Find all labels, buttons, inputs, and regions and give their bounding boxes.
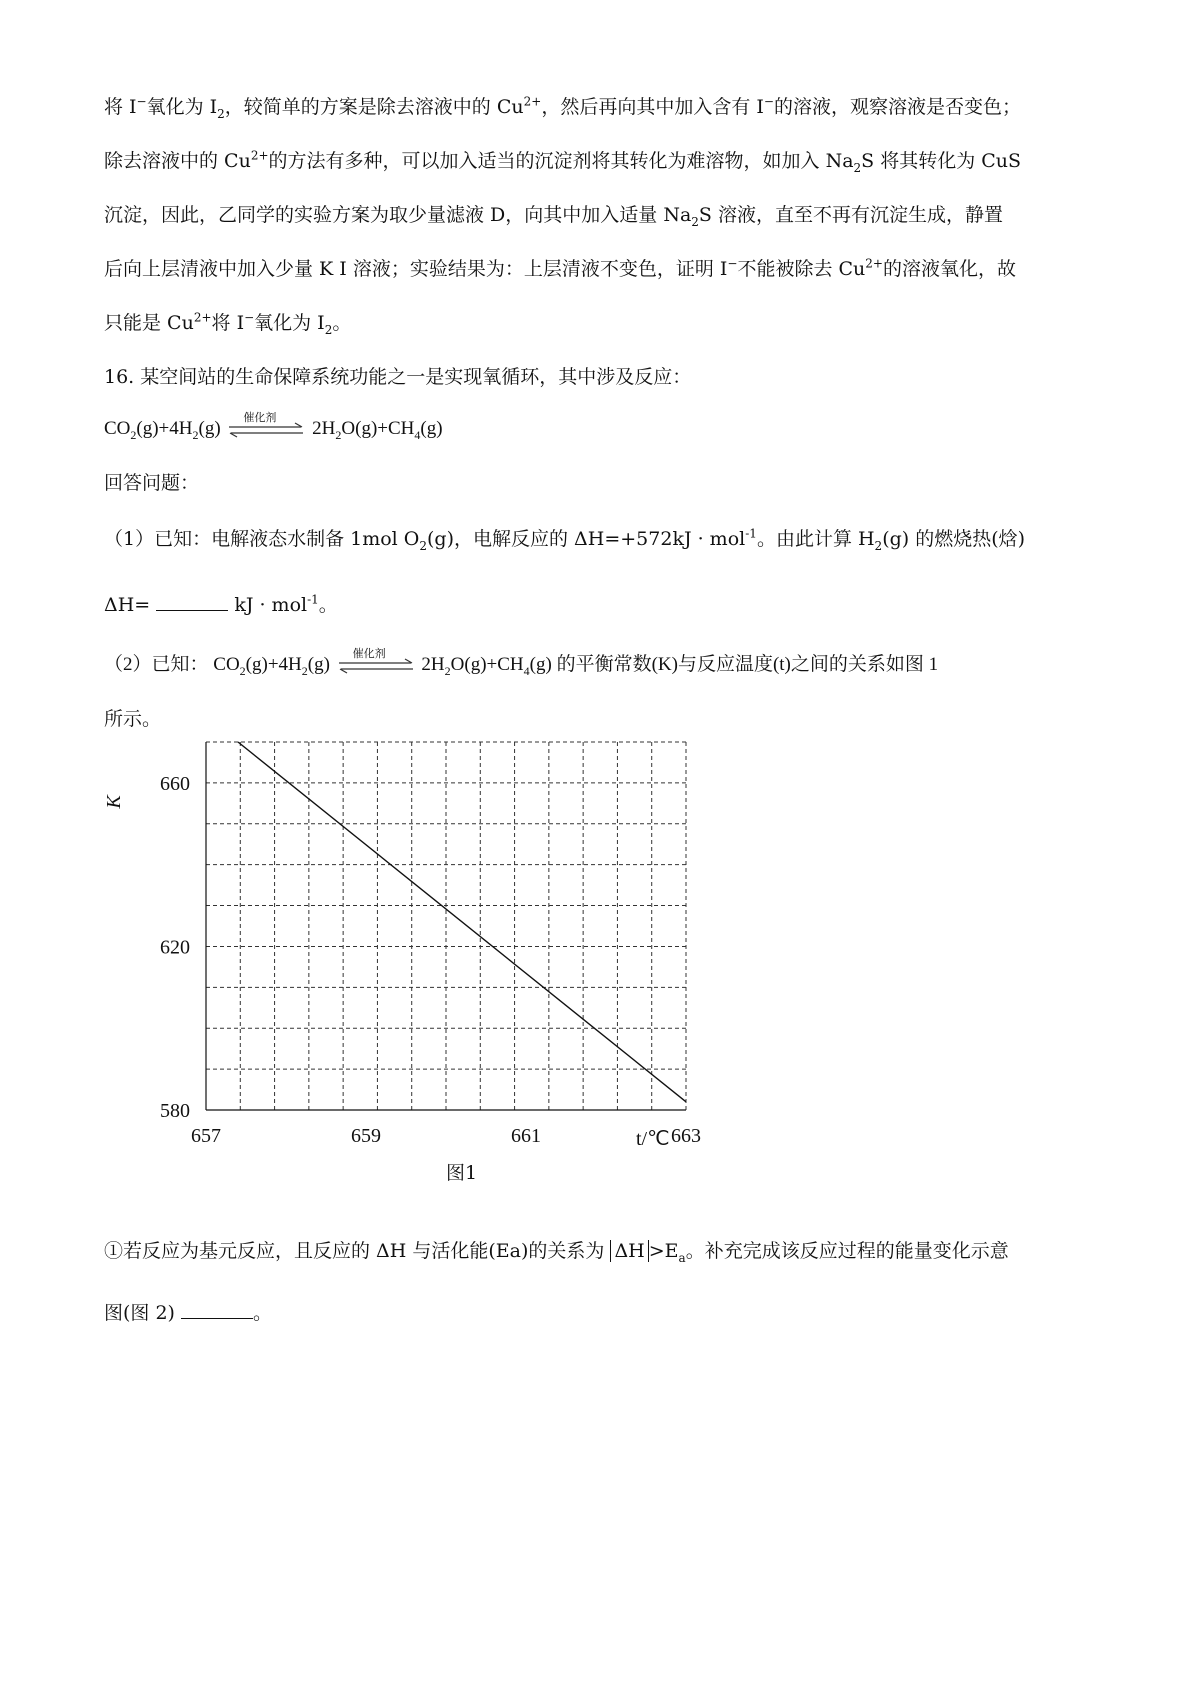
y-tick-label: 620 bbox=[160, 936, 190, 959]
paragraph-line-4: 后向上层清液中加入少量 K I 溶液；实验结果为：上层清液不变色，证明 I−不能被除去 $Cu^{2+}$的溶液氧化，故 bbox=[104, 256, 1016, 280]
answer-blank-2[interactable] bbox=[181, 1298, 253, 1319]
part2-line-1: （2）已知： $CO_2(g)+4H_2(g)$ 催化剂 $2H_2O(g)+CH_4(g)$ 的平衡常数(K)与反应温度(t)之间的关系如图 1 bbox=[104, 652, 938, 679]
catalyst-label-2: 催化剂 bbox=[352, 647, 386, 660]
part1-line-1: （1）已知：电解液态水制备 1mol $O_2(g)$，电解反应的 ΔH=+572kJ · mol$^{-1}$。由此计算 $H_2(g)$ 的燃烧热(焓) bbox=[104, 526, 1026, 553]
y-axis-label: K bbox=[103, 795, 125, 809]
x-tick-label: 661 bbox=[511, 1125, 541, 1147]
x-axis-label: t/℃ bbox=[636, 1128, 670, 1150]
paragraph-line-1: 将 I−氧化为 $I_2$，较简单的方案是除去溶液中的 $Cu^{2+}$，然后再向其中加入含有 I−的溶液，观察溶液是否变色； bbox=[104, 94, 1021, 121]
paragraph-line-3: 沉淀，因此，乙同学的实验方案为取少量滤液 D，向其中加入适量 $Na_2S$ 溶液，直至不再有沉淀生成，静置 bbox=[104, 204, 1003, 229]
x-tick-label: 663 bbox=[671, 1125, 701, 1147]
equilibrium-arrow-icon bbox=[227, 423, 305, 437]
figure-caption: 图1 bbox=[446, 1162, 478, 1184]
subquestion-line-1: ①若反应为基元反应，且反应的 ΔH 与活化能(Ea)的关系为 $\Delta H >E_a$。补充完成该反应过程的能量变化示意 bbox=[104, 1240, 1009, 1265]
part1-line-2: ΔH= kJ · mol$^{-1}$。 bbox=[104, 590, 338, 618]
x-tick-label: 659 bbox=[351, 1125, 381, 1147]
paragraph-line-5: 只能是 $Cu^{2+}$将 I−氧化为 $I_2$。 bbox=[104, 310, 352, 337]
catalyst-label: 催化剂 bbox=[243, 411, 277, 424]
answer-prompt: 回答问题： bbox=[104, 472, 200, 494]
y-tick-label: 660 bbox=[160, 772, 190, 795]
part2-line-2: 所示。 bbox=[104, 708, 162, 730]
x-tick-label: 657 bbox=[191, 1125, 221, 1147]
equilibrium-arrow-icon bbox=[337, 659, 415, 673]
y-tick-label: 580 bbox=[160, 1100, 190, 1122]
abs-delta-h: ΔH bbox=[610, 1240, 648, 1262]
answer-blank-1[interactable] bbox=[156, 590, 228, 611]
reaction-equation: $CO_2(g)+4H_2(g)$ 催化剂 $2H_2O(g)+CH_4(g)$ bbox=[104, 416, 443, 443]
catalyst-arrow-2 bbox=[335, 647, 417, 679]
subquestion-line-2: 图(图 2) 。 bbox=[104, 1298, 272, 1326]
catalyst-arrow bbox=[225, 411, 307, 443]
question-16-title: 16. 某空间站的生命保障系统功能之一是实现氧循环，其中涉及反应： bbox=[104, 366, 692, 388]
series-line-0 bbox=[238, 742, 686, 1102]
paragraph-line-2: 除去溶液中的 $Cu^{2+}$的方法有多种，可以加入适当的沉淀剂将其转化为难溶物，如加入 $Na_2S$ 将其转化为 CuS bbox=[104, 148, 1022, 175]
